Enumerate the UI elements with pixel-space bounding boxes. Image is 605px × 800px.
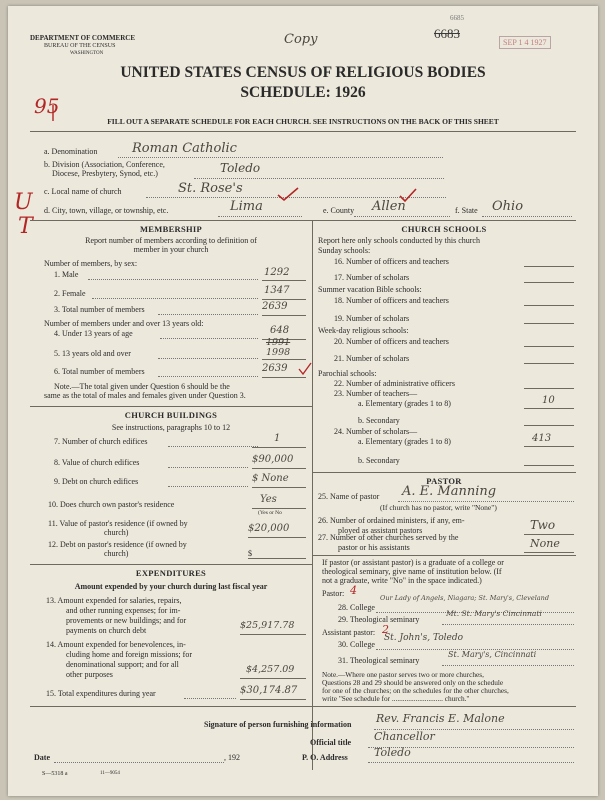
pastor-mark: 4 (350, 584, 357, 597)
signature-label: Signature of person furnishing information (204, 720, 352, 729)
q24-label: 24. Number of scholars— (334, 427, 418, 436)
q23-label: 23. Number of teachers— (334, 389, 418, 398)
expenditures-title: EXPENDITURES (135, 568, 207, 578)
q6-label: 6. Total number of members (54, 367, 145, 376)
q2-label: 2. Female (54, 289, 86, 298)
q10-value: Yes (260, 494, 277, 505)
check-mark-icon (298, 362, 312, 376)
pastor-note-1: Note.—Where one pastor serves two or more churches, (322, 670, 484, 679)
q8-label: 8. Value of church edifices (54, 458, 140, 467)
q13-value: $25,917.78 (240, 620, 295, 631)
q11-value: $20,000 (248, 523, 290, 534)
census-schedule-page (8, 6, 598, 796)
signature-value: Rev. Francis E. Malone (376, 712, 505, 725)
q22-label: 22. Number of administrative officers (334, 379, 455, 388)
q9-value: $ None (252, 473, 289, 484)
form-instruction: FILL OUT A SEPARATE SCHEDULE FOR EACH CHURCH. SEE INSTRUCTIONS ON THE BACK OF THIS SHEET (107, 117, 499, 126)
q1-value: 1292 (264, 267, 290, 278)
received-stamp: SEP 1 4 1927 (499, 36, 551, 49)
buildings-title: CHURCH BUILDINGS (124, 410, 218, 420)
q26-value: Two (530, 518, 556, 532)
q27-line-1: 27. Number of other churches served by the (318, 533, 459, 542)
schools-title: CHURCH SCHOOLS (401, 224, 487, 234)
address-value: Toledo (374, 746, 411, 759)
q1-label: 1. Male (54, 270, 79, 279)
date-year: , 192 (224, 753, 240, 762)
q16-label: 16. Number of officers and teachers (334, 257, 449, 266)
q25-value: A. E. Manning (402, 484, 497, 499)
q19-label: 19. Number of scholars (334, 314, 410, 323)
state-value: Ohio (492, 199, 524, 214)
state-label: f. State (455, 206, 478, 215)
date-label: Date (34, 753, 50, 762)
graduate-note-3: not a graduate, write "No" in the space indicated.) (322, 576, 482, 585)
county-value: Allen (372, 199, 406, 214)
pastor-sublabel: Pastor: (322, 589, 345, 598)
q18-label: 18. Number of officers and teachers (334, 296, 449, 305)
form-title: UNITED STATES CENSUS OF RELIGIOUS BODIES (120, 64, 486, 81)
q25-hint: (If church has no pastor, write "None") (380, 503, 497, 512)
q26-line-1: 26. Number of ordained ministers, if any, em- (318, 516, 465, 525)
q4-label: 4. Under 13 years of age (54, 329, 133, 338)
division-label-1: b. Division (Association, Conference, (44, 160, 165, 169)
bureau-city: WASHINGTON (70, 51, 104, 56)
q8-value: $90,000 (252, 454, 294, 465)
form-code: S—5318 a (42, 771, 68, 777)
margin-mark-t: T (18, 214, 33, 239)
schedule-number: 6683 (434, 26, 460, 41)
q28-label: 28. College (338, 603, 375, 612)
q5-extra-value: 1998 (266, 347, 291, 358)
q26-line-2: ployed as assistant pastors (338, 526, 423, 535)
church-name-label: c. Local name of church (44, 187, 122, 196)
weekday-schools-label: Week-day religious schools: (318, 326, 409, 335)
q24b-label: b. Secondary (358, 456, 400, 465)
membership-note-b: same as the total of males and females given under Question 3. (44, 391, 246, 400)
city-value: Lima (230, 199, 263, 214)
margin-mark-u: U (14, 190, 33, 215)
q25-label: 25. Name of pastor (318, 492, 380, 501)
q14-value: $4,257.09 (246, 664, 295, 675)
form-subtitle: SCHEDULE: 1926 (240, 84, 366, 101)
parochial-schools-label: Parochial schools: (318, 369, 377, 378)
check-mark-icon (276, 186, 300, 202)
members-by-sex-label: Number of members, by sex: (44, 259, 138, 268)
membership-title: MEMBERSHIP (139, 224, 203, 234)
address-label: P. O. Address (302, 753, 348, 762)
q5-value: 1991 (266, 337, 291, 348)
q7-value: 1 (274, 433, 281, 444)
q3-label: 3. Total number of members (54, 305, 145, 314)
q13-line-2: and other running expenses; for im- (66, 606, 181, 615)
copy-mark: Copy (284, 32, 318, 47)
q12-value: $ (248, 549, 252, 558)
q23a-value: 10 (542, 395, 555, 406)
sunday-schools-label: Sunday schools: (318, 246, 371, 255)
q29-value: Mt. St. Mary's Cincinnati (446, 609, 542, 618)
q31-value: St. Mary's, Cincinnati (448, 650, 537, 659)
q12-label-2: church) (104, 549, 129, 558)
q23b-label: b. Secondary (358, 416, 400, 425)
q14-line-1: 14. Amount expended for benevolences, in- (46, 640, 186, 649)
bureau-name: BUREAU OF THE CENSUS (44, 43, 116, 49)
q28-value: Our Lady of Angels, Niagara; St. Mary's, Cleveland (380, 594, 549, 602)
q14-line-3: denominational support; and for all (66, 660, 179, 669)
q10-label: 10. Does church own pastor's residence (48, 500, 175, 509)
graduate-note-1: If pastor (or assistant pastor) is a graduate of a college or (322, 558, 504, 567)
assistant-sublabel: Assistant pastor: (322, 628, 376, 637)
q15-label: 15. Total expenditures during year (46, 689, 156, 698)
q30-value: St. John's, Toledo (384, 633, 464, 643)
q14-line-2: cluding home and foreign missions; for (66, 650, 192, 659)
pastor-note-4: write "See schedule for ............................ church." (322, 694, 470, 703)
schools-note: Report here only schools conducted by this church (318, 236, 480, 245)
age-header-label: Number of members under and over 13 years old: (44, 319, 204, 328)
graduate-note-2: theological seminary, give name of institution below. (If (322, 567, 502, 576)
print-code: 11—9054 (100, 771, 120, 776)
denomination-label: a. Denomination (44, 147, 98, 156)
margin-tick-icon (48, 105, 58, 121)
official-title-value: Chancellor (374, 730, 435, 743)
q29-label: 29. Theological seminary (338, 615, 420, 624)
margin-note: 95 (34, 94, 60, 118)
q31-label: 31. Theological seminary (338, 656, 420, 665)
division-value: Toledo (220, 161, 261, 175)
membership-note-1: Report number of members according to definition of (85, 236, 257, 245)
number-small: 6685 (450, 14, 464, 22)
q13-line-3: provements or new buildings; and for (66, 616, 187, 625)
q11-label-2: church) (104, 528, 129, 537)
official-title-label: Official title (310, 738, 352, 747)
city-label: d. City, town, village, or township, etc. (44, 206, 169, 215)
buildings-subtitle: See instructions, paragraphs 10 to 12 (111, 423, 231, 432)
membership-note-a: Note.—The total given under Question 6 should be the (54, 382, 230, 391)
q7-label: 7. Number of church edifices (54, 437, 148, 446)
pastor-note-3: for one of the churches; on the schedules for the other churches, (322, 686, 509, 695)
q27-line-2: pastor or his assistants (338, 543, 410, 552)
q11-label-1: 11. Value of pastor's residence (if owned by (48, 519, 188, 528)
q10-hint: (Yes or No (258, 510, 282, 516)
summer-schools-label: Summer vacation Bible schools: (318, 285, 422, 294)
division-label-2: Diocese, Presbytery, Synod, etc.) (52, 169, 158, 178)
q5-label: 5. 13 years old and over (54, 349, 131, 358)
county-label: e. County (323, 206, 355, 215)
q6-value: 2639 (262, 363, 288, 374)
q24a-value: 413 (532, 433, 552, 444)
check-mark-icon (398, 187, 418, 203)
q15-value: $30,174.87 (240, 685, 298, 696)
pastor-note-2: Questions 28 and 29 should be answered only on the schedule (322, 678, 504, 687)
q2-value: 1347 (264, 285, 290, 296)
q14-line-4: other purposes (66, 670, 113, 679)
q3-value: 2639 (262, 301, 288, 312)
q9-label: 9. Debt on church edifices (54, 477, 139, 486)
pastor-title: PASTOR (426, 476, 462, 486)
q23a-label: a. Elementary (grades 1 to 8) (358, 399, 451, 408)
denomination-value: Roman Catholic (132, 141, 237, 156)
assistant-mark: 2 (382, 623, 389, 636)
q21-label: 21. Number of scholars (334, 354, 410, 363)
q4-value: 648 (270, 325, 290, 336)
church-name-value: St. Rose's (178, 181, 243, 196)
q24a-label: a. Elementary (grades 1 to 8) (358, 437, 451, 446)
q13-line-4: payments on church debt (66, 626, 147, 635)
q30-label: 30. College (338, 640, 375, 649)
q13-line-1: 13. Amount expended for salaries, repairs, (46, 596, 182, 605)
q20-label: 20. Number of officers and teachers (334, 337, 449, 346)
membership-note-2: member in your church (133, 245, 209, 254)
expenditures-subtitle: Amount expended by your church during last fiscal year (74, 582, 268, 591)
dept-name: DEPARTMENT OF COMMERCE (30, 34, 136, 42)
q12-label-1: 12. Debt on pastor's residence (if owned by (48, 540, 187, 549)
q27-value: None (530, 537, 560, 550)
q17-label: 17. Number of scholars (334, 273, 410, 282)
